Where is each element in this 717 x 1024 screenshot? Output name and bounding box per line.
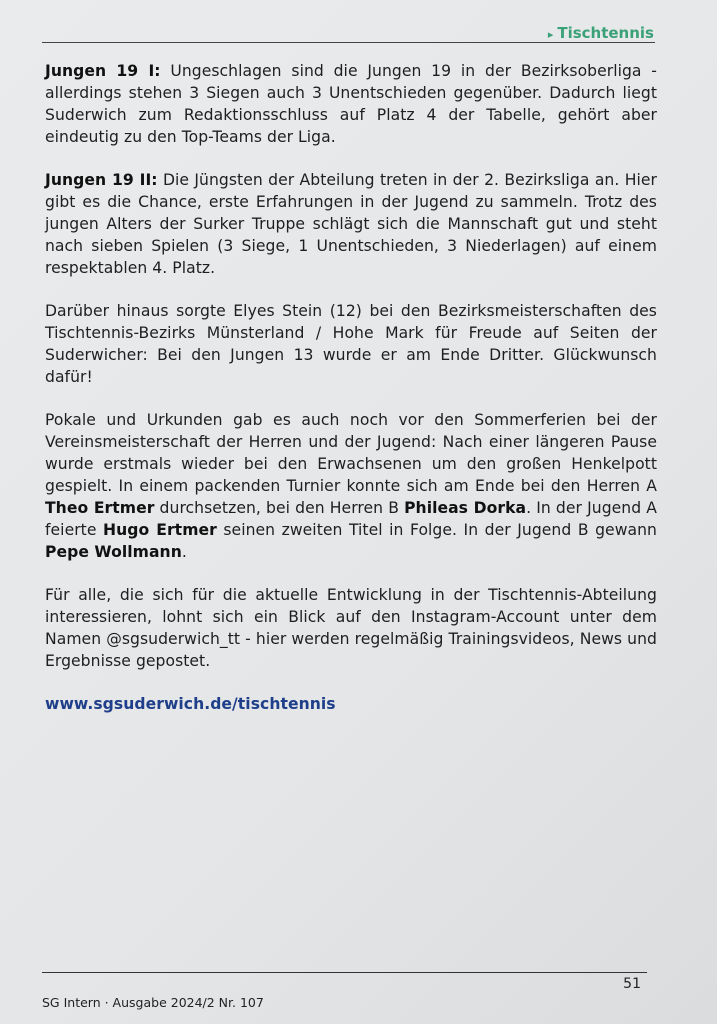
paragraph-text: seinen zweiten Titel in Folge. In der Jugend B gewann — [216, 521, 657, 539]
paragraph-text: Darüber hinaus sorgte Elyes Stein (12) bei den Bezirksmeisterschaften des Tischtennis-Bezirks Münsterland / Hohe Mark für Freude auf Seiten der Suderwicher: Bei den Jungen 13 wurde er am Ende Dritter. Glückwunsch dafür! — [45, 302, 657, 386]
paragraph-text: Ungeschlagen sind die Jungen 19 in der Bezirksoberliga - allerdings stehen 3 Siegen auch 3 Unentschieden gegenüber. Dadurch liegt Suderwich zum Redaktionsschluss auf Platz 4 der Tabelle, gehört aber eindeutig zu den Top-Teams der Liga. — [45, 62, 657, 146]
triangle-right-icon: ▸ — [547, 28, 554, 41]
paragraph-text: Für alle, die sich für die aktuelle Entwicklung in der Tischtennis-Abteilung interessieren, lohnt sich ein Blick auf den Instagram-Account unter dem Namen @sgsuderwich_tt - hier werden regelmäßig Trainingsvideos, News und Ergebnisse gepostet. — [45, 586, 657, 670]
winner-name: Hugo Ertmer — [103, 521, 217, 539]
paragraph-text: durchsetzen, bei den Herren B — [154, 499, 405, 517]
winner-name: Phileas Dorka — [404, 499, 527, 517]
paragraph-text: . — [181, 543, 187, 561]
winner-name: Pepe Wollmann — [45, 543, 182, 561]
paragraph-lead: Jungen 19 II: — [45, 171, 158, 189]
paragraph-lead: Jungen 19 I: — [45, 62, 161, 80]
page-number: 51 — [623, 976, 641, 992]
footer-rule — [42, 972, 647, 973]
paragraph-jungen-19-2 — [45, 169, 657, 279]
header-rule — [42, 42, 655, 43]
paragraph-bezirksmeisterschaft — [45, 300, 657, 388]
section-header — [548, 24, 654, 42]
paragraph-text: . In der Jugend A feierte — [45, 499, 657, 539]
section-title: Tischtennis — [557, 24, 654, 42]
winner-name: Theo Ertmer — [45, 499, 155, 517]
paragraph-vereinsmeisterschaft — [45, 409, 657, 563]
paragraph-text: Die Jüngsten der Abteilung treten in der 2. Bezirksliga an. Hier gibt es die Chance, erste Erfahrungen in der Jugend zu sammeln. Trotz des jungen Alters der Surker Truppe schlägt sich die Mannschaft gut und steht nach sieben Spielen (3 Siege, 1 Unentschieden, 3 Niederlagen) auf einem respektablen 4. Platz. — [45, 171, 657, 277]
paragraph-text: Pokale und Urkunden gab es auch noch vor den Sommerferien bei der Vereinsmeisterschaft der Herren und der Jugend: Nach einer längeren Pause wurde erstmals wieder bei den Erwachsenen um den großen Henkelpott gespielt. In einem packenden Turnier konnte sich am Ende bei den Herren A — [45, 411, 657, 495]
publication-info: SG Intern · Ausgabe 2024/2 Nr. 107 — [42, 995, 264, 1010]
paragraph-jungen-19-1 — [45, 60, 657, 148]
article-body — [45, 60, 657, 715]
paragraph-instagram — [45, 584, 657, 672]
website-link[interactable]: www.sgsuderwich.de/tischtennis — [45, 695, 336, 713]
